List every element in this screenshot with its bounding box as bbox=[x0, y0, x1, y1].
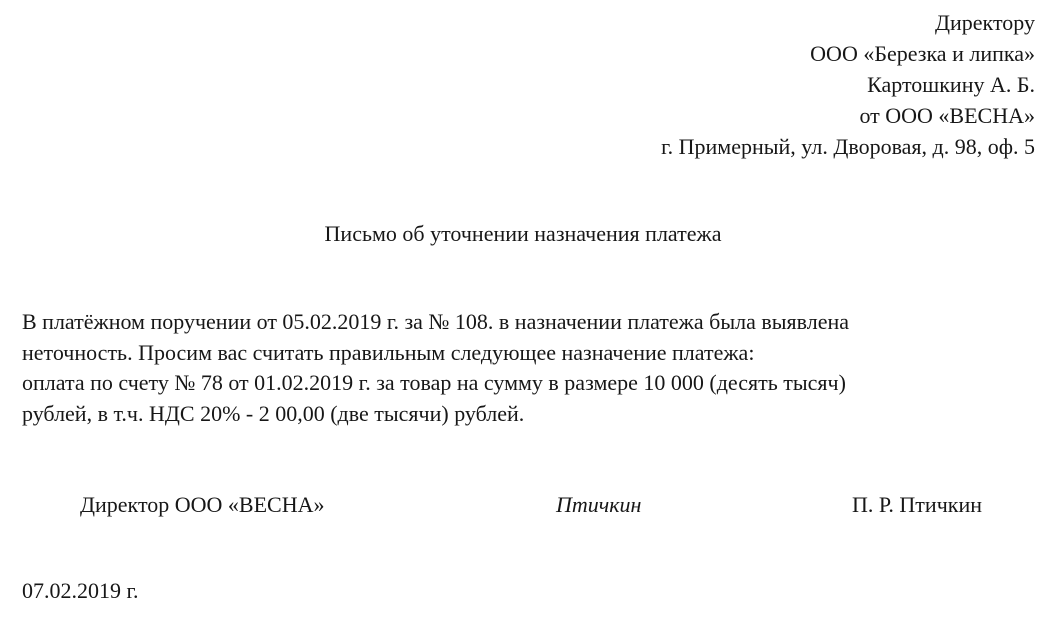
signer-position: Директор ООО «ВЕСНА» bbox=[80, 492, 325, 517]
body-line-1: В платёжном поручении от 05.02.2019 г. за № 108. в назначении платежа была выявлена bbox=[22, 309, 850, 334]
body-line-2: неточность. Просим вас считать правильным следующее назначение платежа: bbox=[22, 339, 755, 365]
letter-title: Письмо об уточнении назначения платежа bbox=[324, 221, 722, 246]
sender-line-company: от ООО «ВЕСНА» bbox=[859, 103, 1035, 128]
sender-line-address: г. Примерный, ул. Дворовая, д. 98, оф. 5 bbox=[661, 134, 1035, 159]
signer-name: П. Р. Птичкин bbox=[852, 492, 982, 517]
letter-date: 07.02.2019 г. bbox=[22, 578, 139, 603]
recipient-line-person: Картошкину А. Б. bbox=[867, 72, 1035, 97]
letter-body bbox=[22, 307, 849, 429]
signature-row bbox=[0, 492, 1046, 522]
body-line-4: рублей, в т.ч. НДС 20% - 2 00,00 (две тысячи) рублей. bbox=[22, 400, 525, 426]
recipient-line-company: ООО «Березка и липка» bbox=[810, 41, 1035, 66]
recipient-block bbox=[661, 7, 1035, 162]
recipient-line-director: Директору bbox=[935, 10, 1035, 35]
handwritten-signature: Птичкин bbox=[556, 492, 642, 517]
body-line-3: оплата по счету № 78 от 01.02.2019 г. за товар на сумму в размере 10 000 (десять тысяч) bbox=[22, 370, 846, 395]
